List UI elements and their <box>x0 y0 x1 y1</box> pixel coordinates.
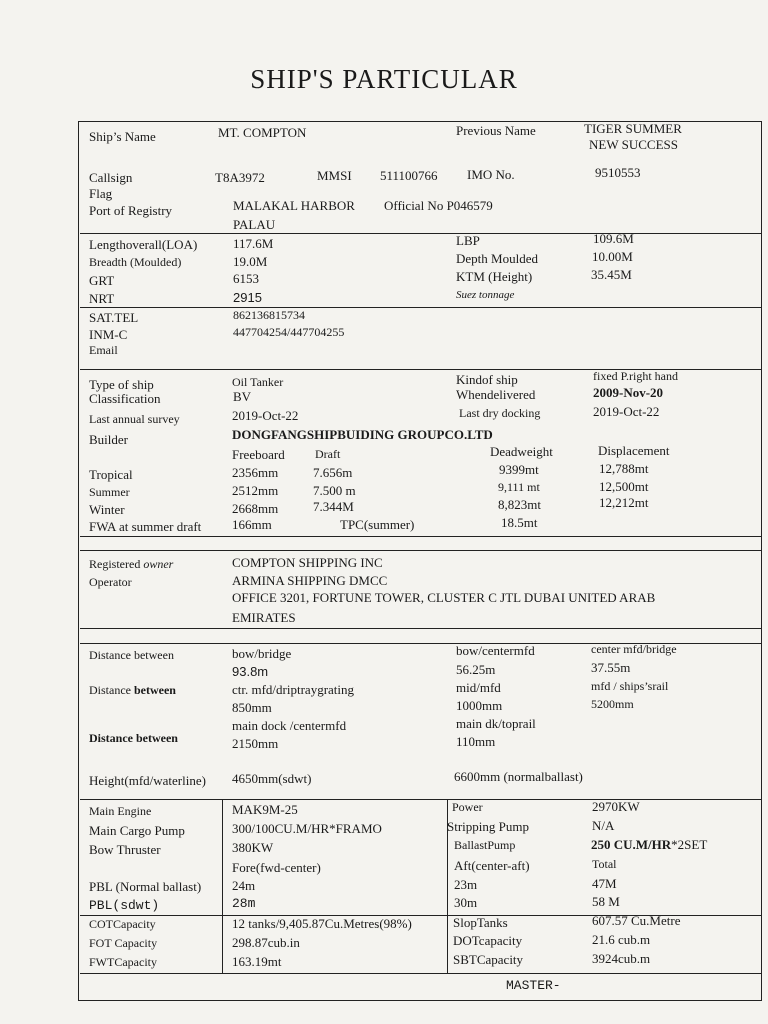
winter-deadweight: 8,823mt <box>498 497 541 512</box>
port-value: MALAKAL HARBOR <box>233 198 355 213</box>
column-line-left <box>222 800 223 973</box>
sattel-value: 862136815734 <box>233 308 305 322</box>
owner-label: Registered owner <box>89 557 174 571</box>
engine-label: Main Engine <box>89 804 152 818</box>
imo-label: IMO No. <box>467 167 515 182</box>
pbl-normal-aft: 23m <box>454 877 478 892</box>
pbl-normal-total: 47M <box>592 876 617 891</box>
depth-label: Depth Moulded <box>456 251 538 266</box>
bow-thruster-value: 380KW <box>232 840 274 855</box>
winter-label: Winter <box>89 502 125 517</box>
nrt-label: NRT <box>89 291 115 306</box>
winter-displacement: 12,212mt <box>599 495 649 510</box>
summer-displacement: 12,500mt <box>599 479 649 494</box>
email-label: Email <box>89 343 118 357</box>
tropical-label: Tropical <box>89 467 133 482</box>
type-value: Oil Tanker <box>232 375 284 389</box>
divider-owners <box>80 628 762 629</box>
operator-label: Operator <box>89 575 132 589</box>
loa-value: 117.6M <box>233 236 274 251</box>
dock-centermfd-label: main dock /centermfd <box>232 718 347 733</box>
port-label: Port of Registry <box>89 203 173 218</box>
divider-spacer <box>80 550 762 551</box>
pbl-total-header: Total <box>592 857 617 871</box>
displacement-header: Displacement <box>598 443 670 458</box>
ktm-label: KTM (Height) <box>456 269 533 284</box>
deadweight-header: Deadweight <box>490 444 553 459</box>
class-value: BV <box>233 389 252 404</box>
builder-label: Builder <box>89 432 128 447</box>
drydock-value: 2019-Oct-22 <box>593 404 660 419</box>
divider-loadlines <box>80 536 762 537</box>
delivered-label: Whendelivered <box>456 387 536 402</box>
kind-label: Kindof ship <box>456 372 518 387</box>
particulars-frame <box>78 121 762 1001</box>
grt-value: 6153 <box>233 271 259 286</box>
summer-deadweight: 9,111 mt <box>498 480 540 494</box>
bow-centermfd-label: bow/centermfd <box>456 643 535 658</box>
ctr-drip-label: ctr. mfd/driptraygrating <box>232 682 355 697</box>
summer-freeboard: 2512mm <box>232 483 279 498</box>
flag-value: PALAU <box>233 217 276 232</box>
breadth-label: Breadth (Moulded) <box>89 255 182 269</box>
slop-label: SlopTanks <box>453 915 508 930</box>
dock-centermfd-value: 2150mm <box>232 736 279 751</box>
bow-bridge-label: bow/bridge <box>232 646 292 661</box>
depth-value: 10.00M <box>592 249 633 264</box>
operator-address-2: EMIRATES <box>232 610 296 625</box>
distance-label-3: Distance between <box>89 731 178 745</box>
pbl-normal-label: PBL (Normal ballast) <box>89 879 202 894</box>
centermfd-bridge-label: center mfd/bridge <box>591 642 677 656</box>
pbl-normal-fore: 24m <box>232 878 256 893</box>
power-label: Power <box>452 800 483 814</box>
tropical-draft: 7.656m <box>313 465 353 480</box>
tpc-value: 18.5mt <box>501 515 538 530</box>
builder-value: DONGFANGSHIPBUIDING GROUPCO.LTD <box>232 427 493 442</box>
bow-bridge-value: 93.8m <box>232 664 269 679</box>
cot-label: COTCapacity <box>89 917 156 931</box>
engine-value: MAK9M-25 <box>232 802 298 817</box>
inmc-value: 447704254/447704255 <box>233 325 345 339</box>
mmsi-value: 511100766 <box>380 168 438 183</box>
suez-tonnage-label: Suez tonnage <box>456 289 515 301</box>
divider-capacity <box>80 973 762 974</box>
bow-centermfd-value: 56.25m <box>456 662 496 677</box>
mfd-rail-label: mfd / ships’srail <box>591 679 669 693</box>
operator-address-1: OFFICE 3201, FORTUNE TOWER, CLUSTER C JTL DUBAI UNITED ARAB <box>232 590 656 605</box>
ship-name-label: Ship’s Name <box>89 129 156 144</box>
divider-identity <box>80 233 762 234</box>
tropical-deadweight: 9399mt <box>499 462 539 477</box>
operator-value: ARMINA SHIPPING DMCC <box>232 573 388 588</box>
pbl-fore-header: Fore(fwd-center) <box>232 860 321 875</box>
height-sdwt: 4650mm(sdwt) <box>232 771 312 786</box>
summer-draft: 7.500 m <box>313 483 356 498</box>
grt-label: GRT <box>89 273 115 288</box>
mid-mfd-value: 1000mm <box>456 698 503 713</box>
master-signature-line: MASTER- <box>506 978 561 993</box>
fwa-value: 166mm <box>232 517 272 532</box>
sbt-label: SBTCapacity <box>453 952 524 967</box>
fwa-label: FWA at summer draft <box>89 519 202 534</box>
ballast-pump-value: 250 CU.M/HR*2SET <box>591 837 708 852</box>
loa-label: Lengthoverall(LOA) <box>89 237 198 252</box>
fwt-value: 163.19mt <box>232 954 282 969</box>
cot-value: 12 tanks/9,405.87Cu.Metres(98%) <box>232 916 412 931</box>
sbt-value: 3924cub.m <box>592 951 651 966</box>
dk-toprail-value: 110mm <box>456 734 496 749</box>
owner-value: COMPTON SHIPPING INC <box>232 555 383 570</box>
survey-label: Last annual survey <box>89 412 180 426</box>
ballast-pump-label: BallastPump <box>454 838 516 852</box>
flag-label: Flag <box>89 186 113 201</box>
document-title: SHIP'S PARTICULAR <box>250 64 518 94</box>
power-value: 2970KW <box>592 799 640 814</box>
lbp-label: LBP <box>456 233 480 248</box>
ctr-drip-value: 850mm <box>232 700 272 715</box>
breadth-value: 19.0M <box>233 254 268 269</box>
winter-freeboard: 2668mm <box>232 501 279 516</box>
divider-dimensions <box>80 307 762 308</box>
inmc-label: INM-C <box>89 327 128 342</box>
mmsi-label: MMSI <box>317 168 352 183</box>
dot-value: 21.6 cub.m <box>592 932 651 947</box>
pbl-sdwt-label: PBL(sdwt) <box>89 898 160 913</box>
draft-header: Draft <box>315 447 341 461</box>
divider-distances <box>80 799 762 800</box>
callsign-value: T8A3972 <box>215 170 265 185</box>
ktm-value: 35.45M <box>591 267 632 282</box>
survey-value: 2019-Oct-22 <box>232 408 299 423</box>
distance-label-2: Distance between <box>89 683 176 697</box>
class-label: Classification <box>89 391 161 406</box>
cargo-pump-value: 300/100CU.M/HR*FRAMO <box>232 821 382 836</box>
drydock-label: Last dry docking <box>459 406 541 420</box>
tropical-displacement: 12,788mt <box>599 461 649 476</box>
freeboard-header: Freeboard <box>232 447 285 462</box>
height-label: Height(mfd/waterline) <box>89 773 206 788</box>
previous-name-value-2: NEW SUCCESS <box>589 137 678 152</box>
pbl-aft-header: Aft(center-aft) <box>454 858 530 873</box>
summer-label: Summer <box>89 485 130 499</box>
tpc-label: TPC(summer) <box>340 517 415 532</box>
mid-mfd-label: mid/mfd <box>456 680 501 695</box>
kind-value: fixed P.right hand <box>593 369 678 383</box>
slop-value: 607.57 Cu.Metre <box>592 913 681 928</box>
winter-draft: 7.344M <box>313 499 354 514</box>
fwt-label: FWTCapacity <box>89 955 157 969</box>
lbp-value: 109.6M <box>593 231 634 246</box>
delivered-value: 2009-Nov-20 <box>593 385 664 400</box>
stripping-pump-label: Stripping Pump <box>447 819 529 834</box>
previous-name-label: Previous Name <box>456 123 536 138</box>
type-label: Type of ship <box>89 377 154 392</box>
pbl-sdwt-aft: 30m <box>454 895 478 910</box>
fot-value: 298.87cub.in <box>232 935 300 950</box>
nrt-value: 2915 <box>233 290 262 305</box>
dot-label: DOTcapacity <box>453 933 523 948</box>
imo-value: 9510553 <box>595 165 641 180</box>
ship-name-value: MT. COMPTON <box>218 125 307 140</box>
fot-label: FOT Capacity <box>89 936 158 950</box>
dk-toprail-label: main dk/toprail <box>456 716 536 731</box>
height-ballast: 6600mm (normalballast) <box>454 769 583 784</box>
cargo-pump-label: Main Cargo Pump <box>89 823 185 838</box>
pbl-sdwt-total: 58 M <box>592 894 620 909</box>
previous-name-value-1: TIGER SUMMER <box>584 121 682 136</box>
callsign-label: Callsign <box>89 170 133 185</box>
bow-thruster-label: Bow Thruster <box>89 842 161 857</box>
official-number: Official No P046579 <box>384 198 493 213</box>
sattel-label: SAT.TEL <box>89 310 139 325</box>
mfd-rail-value: 5200mm <box>591 697 634 711</box>
distance-label-1: Distance between <box>89 648 174 662</box>
pbl-sdwt-fore: 28m <box>232 896 256 911</box>
stripping-pump-value: N/A <box>592 818 615 833</box>
centermfd-bridge-value: 37.55m <box>591 660 631 675</box>
tropical-freeboard: 2356mm <box>232 465 279 480</box>
